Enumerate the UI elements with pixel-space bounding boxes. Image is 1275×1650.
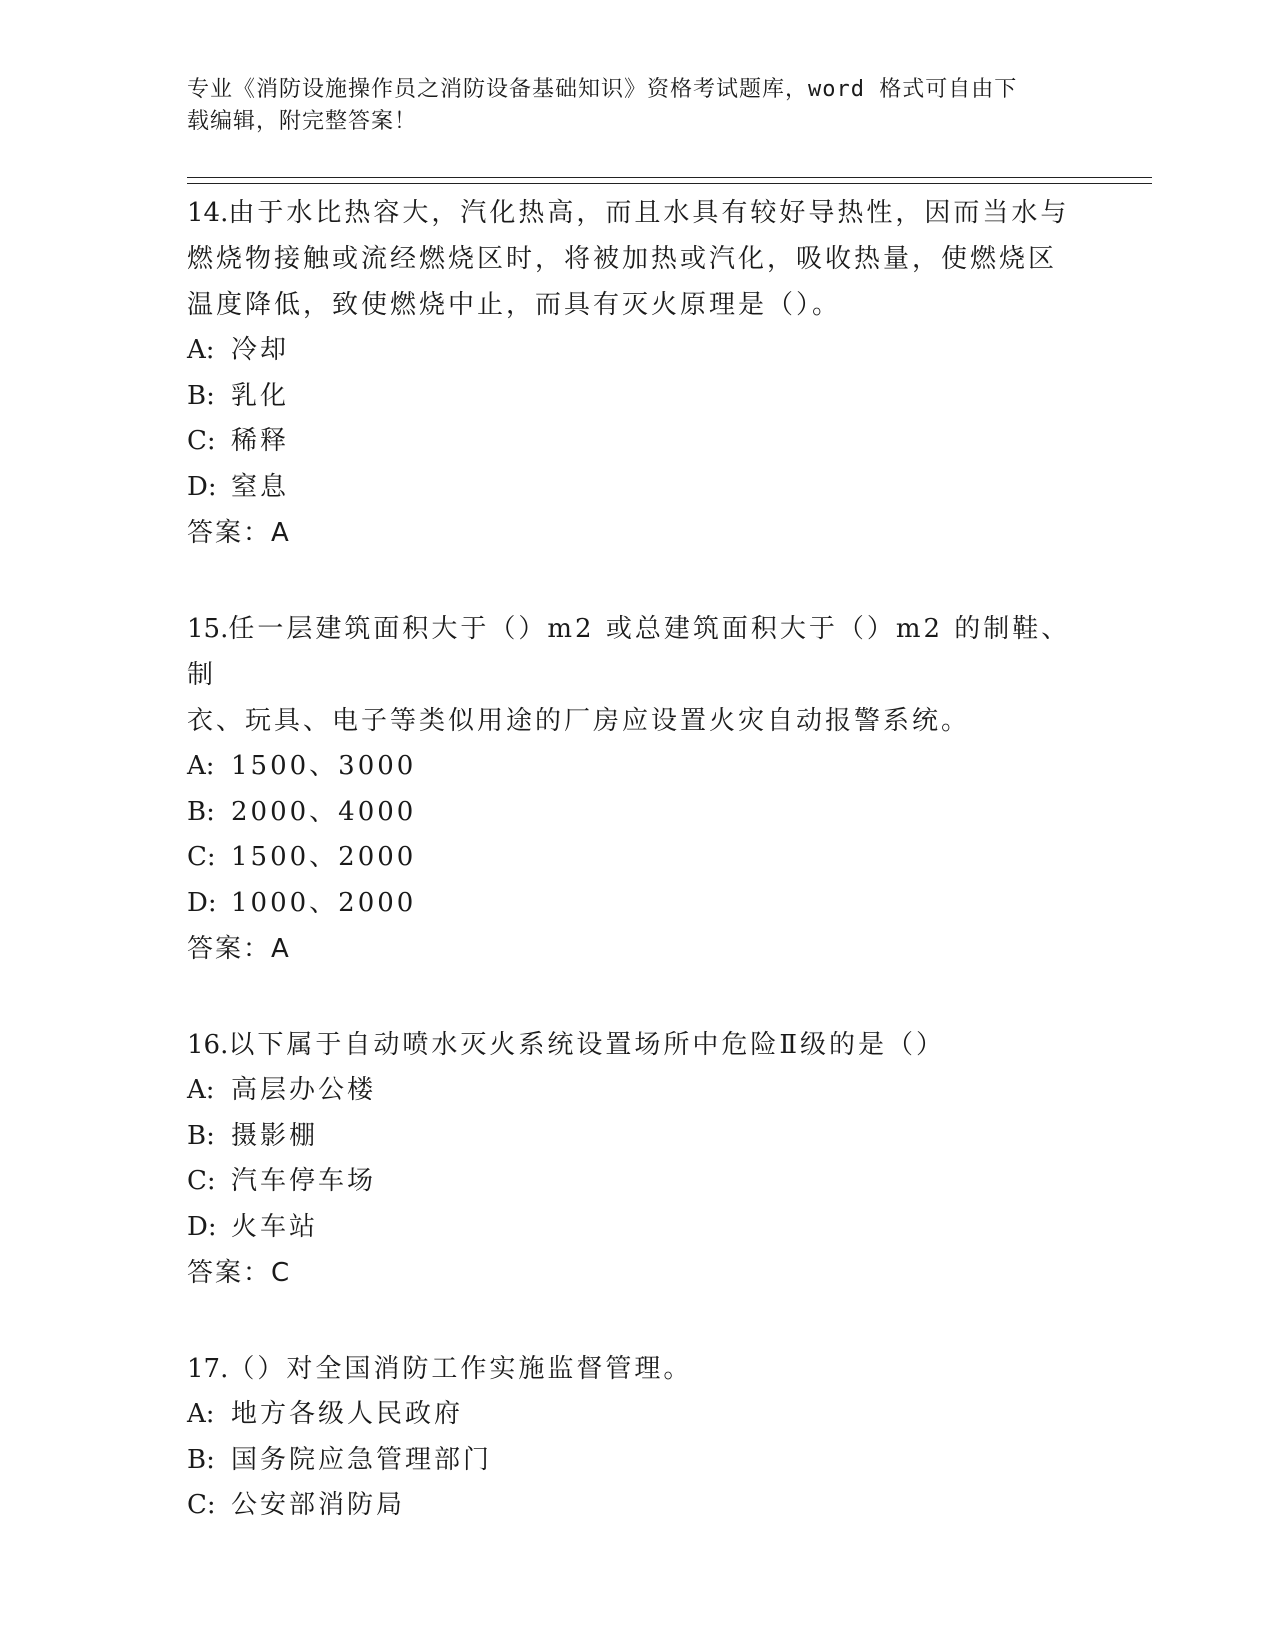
question-item	[187, 1346, 1087, 1529]
option-text: 汽车停车场	[231, 1166, 377, 1196]
question-stem-text: 燃烧物接触或流经燃烧区时，将被加热或汽化，吸收热量，使燃烧区	[187, 244, 1058, 274]
option-letter: A:	[187, 335, 215, 365]
option-text: 摄影棚	[231, 1120, 319, 1151]
header-divider-bottom	[187, 183, 1152, 184]
question-stem-text: 由于水比热容大，汽化热高，而且水具有较好导热性，因而当水与	[228, 198, 1070, 228]
answer-option	[187, 465, 1087, 511]
option-letter: C:	[187, 1166, 216, 1196]
question-item	[187, 1022, 1087, 1296]
option-text: 火车站	[231, 1211, 319, 1242]
header-line-1: 专业《消防设施操作员之消防设备基础知识》资格考试题库，word 格式可自由下	[187, 77, 1018, 102]
answer-option	[187, 419, 1087, 465]
question-stem-line	[187, 190, 1087, 236]
option-text: 公安部消防局	[231, 1490, 406, 1520]
answer-option	[187, 835, 1087, 881]
option-letter: A:	[187, 1399, 215, 1429]
document-header	[187, 74, 1067, 138]
answer-key: 答案：A	[187, 934, 291, 964]
answer-option	[187, 1068, 1087, 1114]
question-stem-line	[187, 282, 1087, 328]
answer-option	[187, 1483, 1087, 1529]
option-letter: C:	[187, 1490, 216, 1520]
option-letter: D:	[187, 471, 217, 502]
option-letter: B:	[187, 796, 215, 827]
question-stem-line	[187, 1346, 1087, 1392]
answer-option	[187, 1205, 1087, 1251]
option-text: 稀释	[231, 426, 290, 456]
option-text: 高层办公楼	[231, 1075, 377, 1105]
answer-option	[187, 374, 1087, 420]
question-stem-line	[187, 1022, 1087, 1068]
option-letter: A:	[187, 751, 215, 781]
option-letter: D:	[187, 887, 217, 918]
option-text: 冷却	[231, 335, 290, 365]
answer-key: 答案：C	[187, 1258, 292, 1288]
header-line-2: 载编辑，附完整答案！	[187, 109, 418, 134]
question-stem-text: （）对全国消防工作实施监督管理。	[228, 1354, 693, 1384]
option-letter: D:	[187, 1211, 217, 1242]
question-stem-text: 任一层建筑面积大于（）m2 或总建筑面积大于（）m2 的制鞋、制	[187, 614, 1071, 690]
question-stem-line	[187, 236, 1087, 282]
answer-option	[187, 328, 1087, 374]
answer-option	[187, 1159, 1087, 1205]
question-number: 17.	[187, 1354, 229, 1384]
question-item	[187, 190, 1087, 556]
answer-option	[187, 744, 1087, 790]
option-letter: C:	[187, 426, 216, 456]
option-text: 2000、4000	[231, 796, 417, 827]
option-text: 乳化	[231, 380, 290, 411]
option-text: 1500、2000	[231, 842, 417, 872]
option-text: 地方各级人民政府	[231, 1399, 464, 1429]
option-letter: A:	[187, 1075, 215, 1105]
answer-option	[187, 1438, 1087, 1484]
answer-option	[187, 790, 1087, 836]
option-letter: B:	[187, 380, 215, 411]
option-letter: B:	[187, 1444, 215, 1475]
question-stem-line	[187, 698, 1087, 744]
question-number: 15.	[187, 614, 229, 644]
option-letter: B:	[187, 1120, 215, 1151]
option-text: 1500、3000	[231, 751, 417, 781]
question-stem-text: 温度降低，致使燃烧中止，而具有灭火原理是（）。	[187, 290, 842, 320]
question-stem-line	[187, 606, 1087, 698]
answer-option	[187, 881, 1087, 927]
option-text: 国务院应急管理部门	[231, 1444, 493, 1475]
question-number: 14.	[187, 198, 229, 228]
option-text: 窒息	[231, 471, 290, 502]
question-stem-text: 衣、玩具、电子等类似用途的厂房应设置火灾自动报警系统。	[187, 706, 971, 736]
question-number: 16.	[187, 1030, 229, 1060]
option-letter: C:	[187, 842, 216, 872]
question-stem-text: 以下属于自动喷水灭火系统设置场所中危险Ⅱ级的是（）	[228, 1030, 946, 1060]
question-item	[187, 606, 1087, 972]
header-divider-top	[187, 177, 1152, 178]
option-text: 1000、2000	[231, 887, 417, 918]
answer-key: 答案：A	[187, 518, 291, 548]
question-list	[187, 190, 1087, 1579]
answer-option	[187, 1392, 1087, 1438]
answer-option	[187, 1114, 1087, 1160]
